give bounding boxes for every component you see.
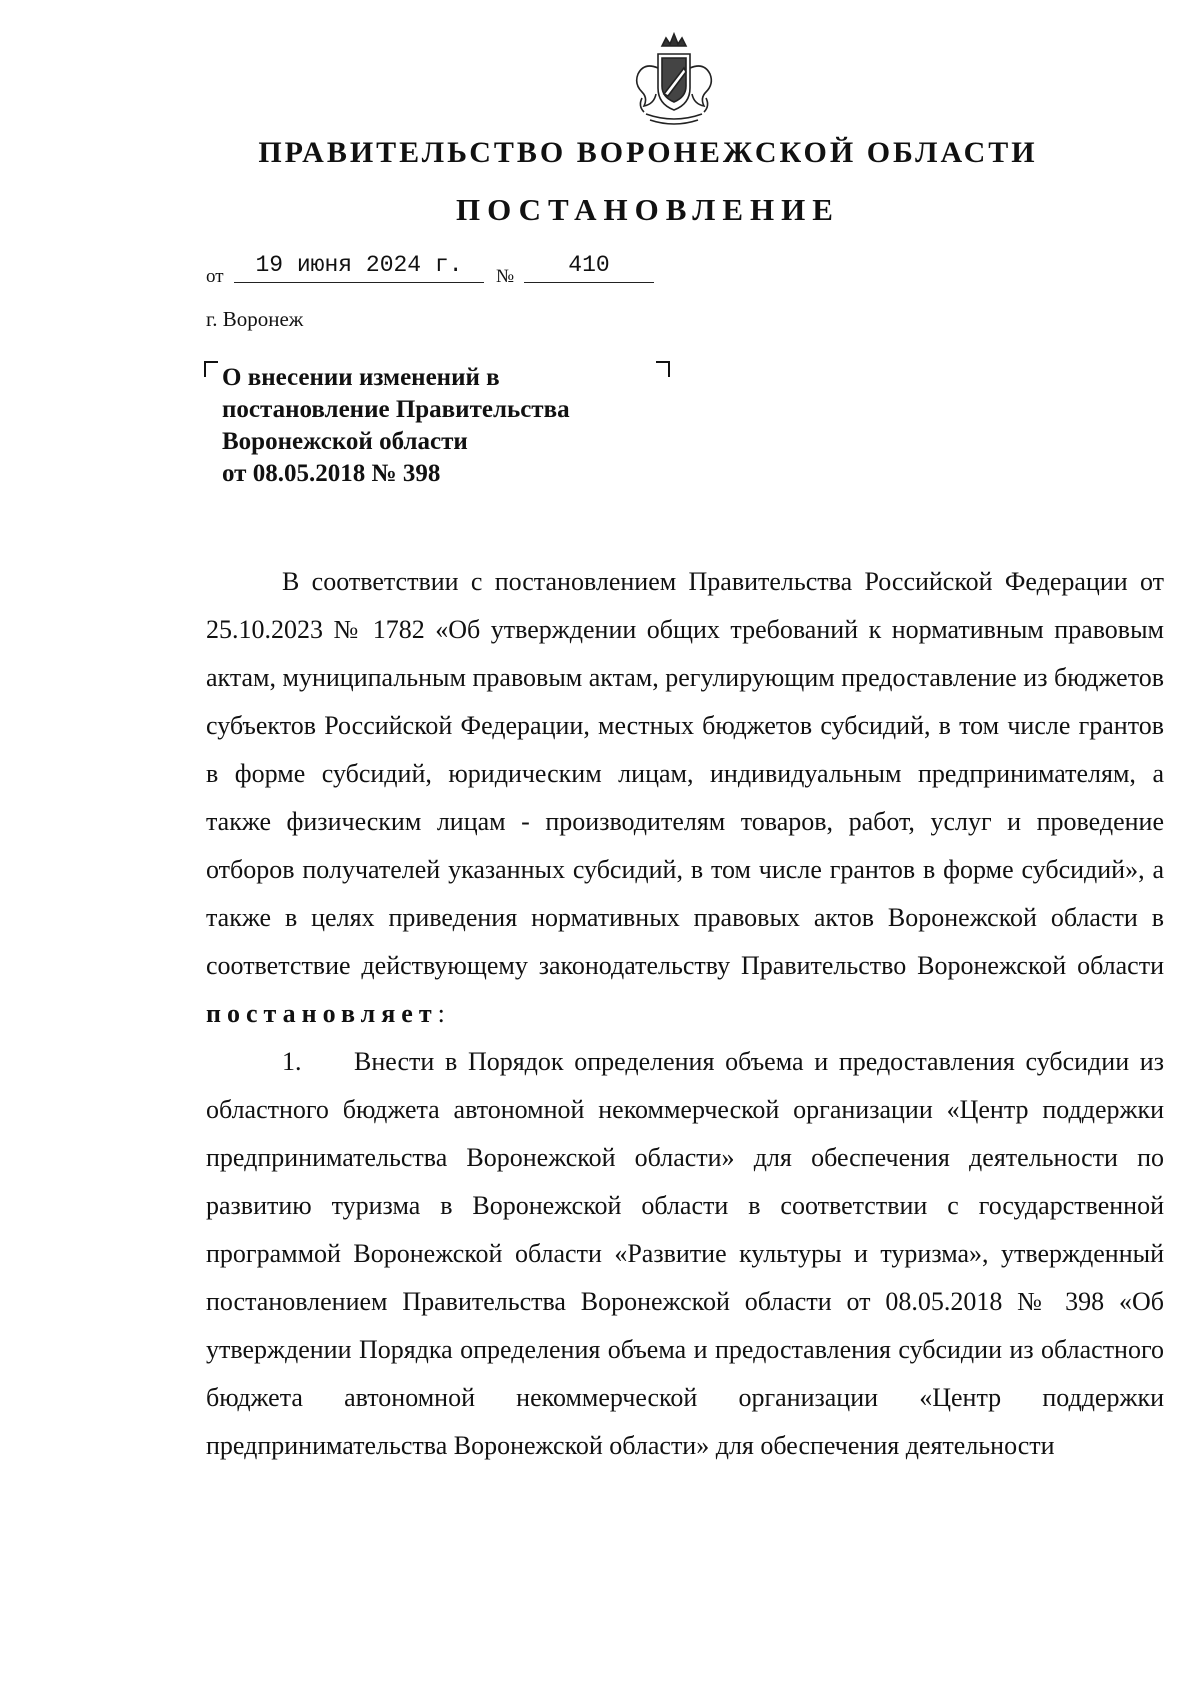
document-body (206, 558, 1164, 1470)
date-label: от (206, 266, 224, 287)
date-value: 19 июня 2024 г. (234, 252, 484, 283)
item-1-paragraph (206, 1038, 1164, 1470)
subject-line: от 08.05.2018 № 398 (222, 460, 441, 487)
subject-line: постановление Правительства (222, 396, 570, 423)
preamble-text: В соответствии с постановлением Правительства Российской Федерации от 25.10.2023 № 1782 «Об утверждении общих требований к нормативным правовым актам, муниципальным правовым актам, регулирующим предоставление из бюджетов субъектов Российской Федерации, местных бюджетов субсидий, в том числе грантов в форме субсидий, юридическим лицам, индивидуальным предпринимателям, а также физическим лицам - производителям товаров, работ, услуг и проведение отборов получателей указанных субсидий, в том числе грантов в форме субсидий», а также в целях приведения нормативных правовых актов Воронежской области в соответствие действующему законодательству Правительство Воронежской области (206, 567, 1164, 980)
number-label: № (496, 266, 515, 287)
document-type-title: ПОСТАНОВЛЕНИЕ (456, 192, 840, 227)
subject-line: Воронежской области (222, 428, 468, 455)
resolves-verb: постановляет (206, 999, 438, 1028)
city-label: г. Воронеж (206, 307, 304, 331)
item-1-text: Внести в Порядок определения объема и предоставления субсидии из областного бюджета автономной некоммерческой организации «Центр поддержки предпринимательства Воронежской области» для обеспечения деятельности по развитию туризма в Воронежской области в соответствии с государственной программой Воронежской области «Развитие культуры и туризма», утвержденный постановлением Правительства Воронежской области от 08.05.2018 № 398 «Об утверждении Порядка определения объема и предоставления субсидии из областного бюджета автономной некоммерческой организации «Центр поддержки предпринимательства Воронежской области» для обеспечения деятельности (206, 1047, 1164, 1460)
government-title: ПРАВИТЕЛЬСТВО ВОРОНЕЖСКОЙ ОБЛАСТИ (258, 136, 1038, 169)
coat-of-arms-icon (628, 28, 720, 128)
date-number-line (206, 252, 686, 292)
number-value: 410 (524, 252, 654, 283)
document-subject (222, 362, 682, 490)
preamble-paragraph (206, 558, 1164, 1038)
item-1-number: 1. (282, 1047, 302, 1076)
preamble-end: : (437, 999, 445, 1028)
subject-line: О внесении изменений в (222, 364, 500, 391)
subject-bracket-left (204, 361, 218, 377)
